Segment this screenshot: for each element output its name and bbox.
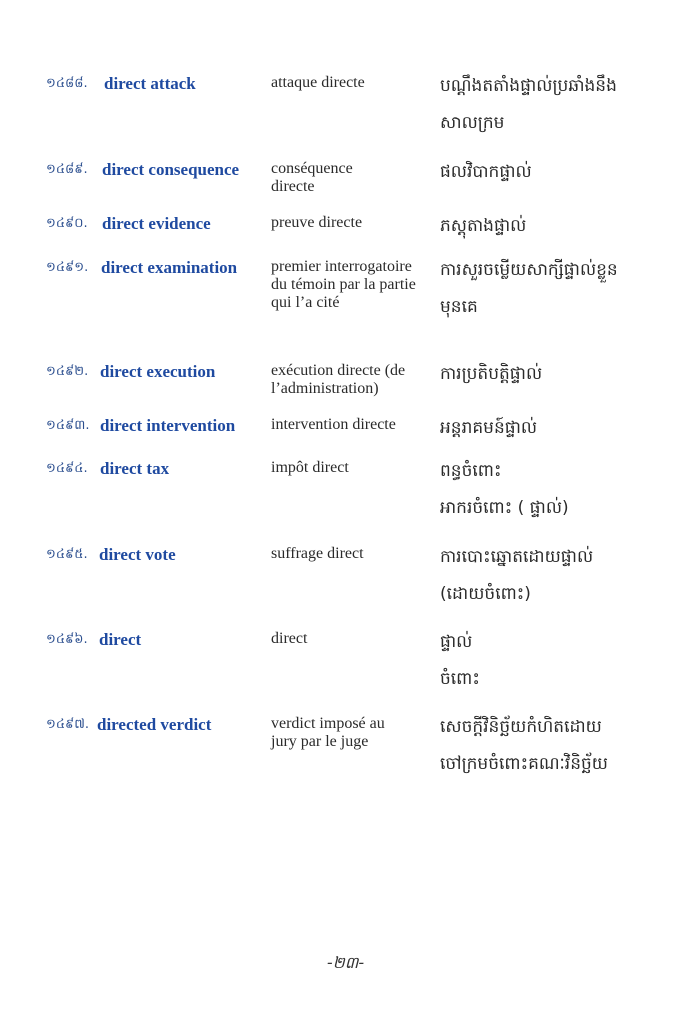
entry-term-french: premier interrogatoire du témoin par la partie qui l’a cité [271,258,416,311]
khmer-line: ផលវិបាកផ្ទាល់ [440,162,532,182]
khmer-line: ភស្តុតាងផ្ទាល់ [440,216,527,236]
entry-1497 [0,715,691,774]
entry-term-french: preuve directe [271,214,363,231]
entry-1496 [0,630,691,689]
entry-term-french: exécution directe (de l’administration) [271,362,406,397]
entry-term-french: direct [271,630,308,647]
khmer-line: ការប្រតិបត្តិផ្ទាល់ [440,364,543,384]
khmer-line: ពន្ធចំពោះ [440,461,502,481]
entry-term-english: direct evidence [102,214,211,233]
entry-term-english: direct vote [99,545,176,564]
khmer-line: ផ្ទាល់ [440,632,473,652]
entry-number: ១៤៨៩. [46,162,88,177]
entry-number: ១៤៩៦. [46,632,88,647]
entry-1492 [0,362,691,397]
entry-term-french: intervention directe [271,416,396,433]
entry-term-english: direct examination [101,258,238,277]
entry-term-khmer [440,68,685,142]
entry-term-khmer [440,410,685,447]
entry-1495 [0,545,691,604]
entry-number: ១៤៩៧. [46,717,90,732]
entry-number: ១៤៩០. [46,216,88,231]
entry-term-english: direct attack [104,74,196,93]
entry-number: ១៤៩៣. [46,418,90,433]
entry-term-french: verdict imposé au jury par le juge [271,715,385,750]
entry-term-english: directed verdict [97,715,212,734]
entry-1489 [0,160,691,195]
entry-term-khmer [440,453,685,527]
entry-term-khmer [440,154,685,191]
entry-term-english: direct consequence [102,160,240,179]
entry-term-french: attaque directe [271,74,365,91]
entry-1494 [0,459,691,518]
entry-term-english: direct intervention [100,416,236,435]
entry-number: ១៤៩៤. [46,461,88,476]
entry-number: ១៤៩២. [46,364,89,379]
entry-1493 [0,416,691,438]
entry-term-french: suffrage direct [271,545,364,562]
khmer-line: បណ្ដឹងតតាំងផ្ទាល់ប្រឆាំងនឹង [440,76,617,96]
entry-term-french: conséquence directe [271,160,353,195]
khmer-line: ចំពោះ [440,669,480,689]
entry-term-english: direct tax [100,459,170,478]
khmer-line: ការសួរចម្លើយសាក្សីផ្ទាល់ខ្លួន [440,260,618,280]
entry-term-english: direct [99,630,142,649]
page-number: -២៣- [326,953,365,972]
entry-term-khmer [440,539,685,613]
khmer-line: អាករចំពោះ ( ផ្ទាល់) [440,498,569,518]
entry-number: ១៤៩៥. [46,547,88,562]
entry-term-khmer [440,356,685,393]
entry-term-english: direct execution [100,362,216,381]
khmer-line: អន្តរាគមន៍ផ្ទាល់ [440,418,538,438]
entry-number: ១៤៨៨. [46,76,88,91]
khmer-line: សាលក្រម [440,113,505,133]
entry-1488 [0,74,691,133]
khmer-line: ការបោះឆ្នោតដោយផ្ទាល់ [440,547,594,567]
khmer-line: ចៅក្រមចំពោះគណៈវិនិច្ឆ័យ [440,754,608,774]
entry-1490 [0,214,691,236]
entry-term-khmer [440,624,685,698]
entry-term-khmer [440,208,685,245]
entry-term-french: impôt direct [271,459,349,476]
khmer-line: សេចក្ដីវិនិច្ឆ័យកំហិតដោយ [440,717,602,737]
entry-number: ១៤៩១. [46,260,89,275]
entry-term-khmer [440,252,685,326]
khmer-line: មុនគេ [440,297,478,317]
entry-term-khmer [440,709,685,783]
khmer-line: (ដោយចំពោះ) [440,584,531,604]
entry-1491 [0,258,691,317]
